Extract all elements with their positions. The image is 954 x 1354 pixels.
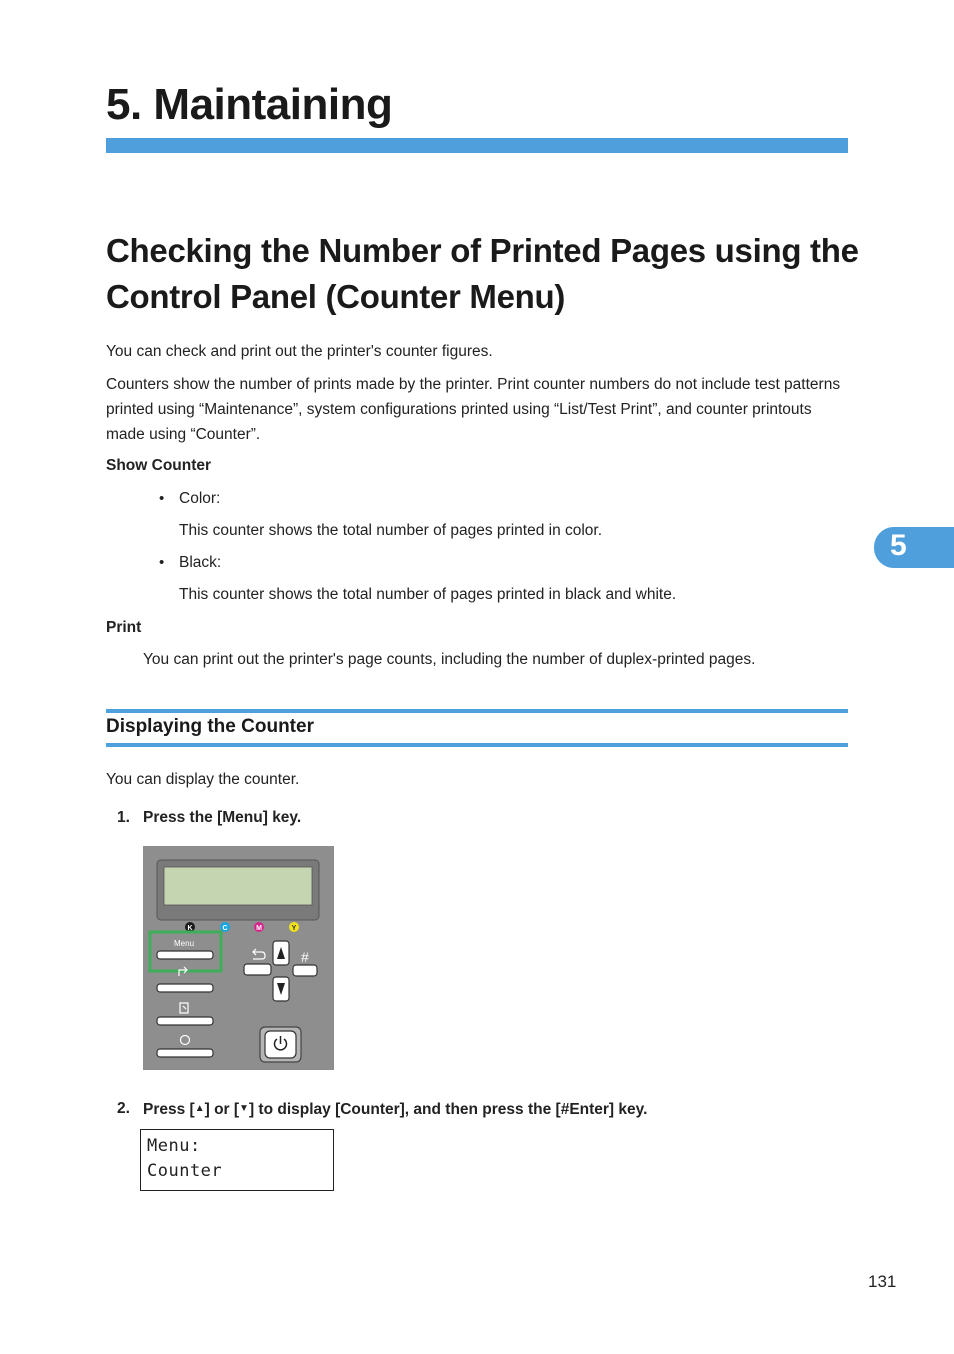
control-panel-svg [143, 846, 334, 1070]
m-indicator [254, 922, 264, 932]
step-1-text: Press the [Menu] key. [143, 809, 302, 826]
chapter-tab-number: 5 [890, 529, 907, 562]
control-panel-illustration [143, 846, 334, 1070]
bullet-dot: • [159, 554, 165, 571]
chapter-title-bar [106, 138, 848, 153]
menu-key[interactable] [157, 951, 213, 959]
step-2-text-part: Press [ [143, 1101, 195, 1118]
y-indicator [289, 922, 299, 932]
counters-paragraph [106, 372, 866, 447]
black-item-desc: This counter shows the total number of pages printed in black and white. [179, 586, 677, 603]
intro-paragraph: You can check and print out the printer's counter figures. [106, 343, 493, 360]
svg-text:M: M [256, 925, 262, 932]
cancel-key[interactable] [157, 1049, 213, 1057]
step-2-text-part: ] or [ [204, 1101, 240, 1118]
bullet-dot: • [159, 490, 165, 507]
step-1-number: 1. [117, 809, 130, 826]
lcd-line-1: Menu: [147, 1136, 201, 1156]
down-arrow-icon: ▼ [239, 1103, 249, 1114]
enter-key-label: # [301, 949, 309, 965]
step-2-text [143, 1096, 647, 1122]
power-key[interactable] [265, 1031, 296, 1058]
form-feed-key[interactable] [157, 1017, 213, 1025]
print-heading: Print [106, 619, 142, 636]
subsection-title: Displaying the Counter [106, 716, 314, 737]
svg-text:K: K [187, 925, 193, 932]
escape-key[interactable] [244, 964, 271, 975]
svg-text:C: C [222, 925, 228, 932]
job-reset-key[interactable] [157, 984, 213, 992]
subsection-rule-bottom [106, 743, 848, 747]
enter-key[interactable] [293, 965, 317, 976]
svg-text:Y: Y [291, 925, 297, 932]
lcd-display-box [140, 1129, 334, 1191]
counters-paragraph-line: made using “Counter”. [106, 426, 261, 443]
print-desc: You can print out the printer's page counts, including the number of duplex-printed pages. [143, 651, 756, 668]
lcd-screen [164, 867, 312, 905]
section-title-line-2: Control Panel (Counter Menu) [106, 278, 566, 315]
step-2-text-part: ] to display [Counter], and then press the [#Enter] key. [248, 1101, 648, 1118]
page-number: 131 [868, 1272, 897, 1291]
chapter-tab [874, 527, 954, 568]
counters-paragraph-line: printed using “Maintenance”, system configurations printed using “List/Test Print”, and counter printouts [106, 401, 812, 418]
show-counter-heading: Show Counter [106, 457, 212, 474]
lcd-line-2: Counter [147, 1161, 223, 1181]
up-arrow-icon: ▲ [194, 1103, 205, 1114]
black-item-label: Black: [179, 554, 222, 571]
section-title-line-1: Checking the Number of Printed Pages using the [106, 232, 859, 269]
chapter-title: 5. Maintaining [106, 80, 393, 129]
menu-key-label: Menu [174, 939, 195, 948]
color-item-desc: This counter shows the total number of pages printed in color. [179, 522, 603, 539]
color-item-label: Color: [179, 490, 221, 507]
subsection-intro: You can display the counter. [106, 771, 300, 788]
step-2-number: 2. [117, 1100, 130, 1117]
counters-paragraph-line: Counters show the number of prints made by the printer. Print counter numbers do not include test patterns [106, 376, 841, 393]
section-title [106, 228, 866, 320]
